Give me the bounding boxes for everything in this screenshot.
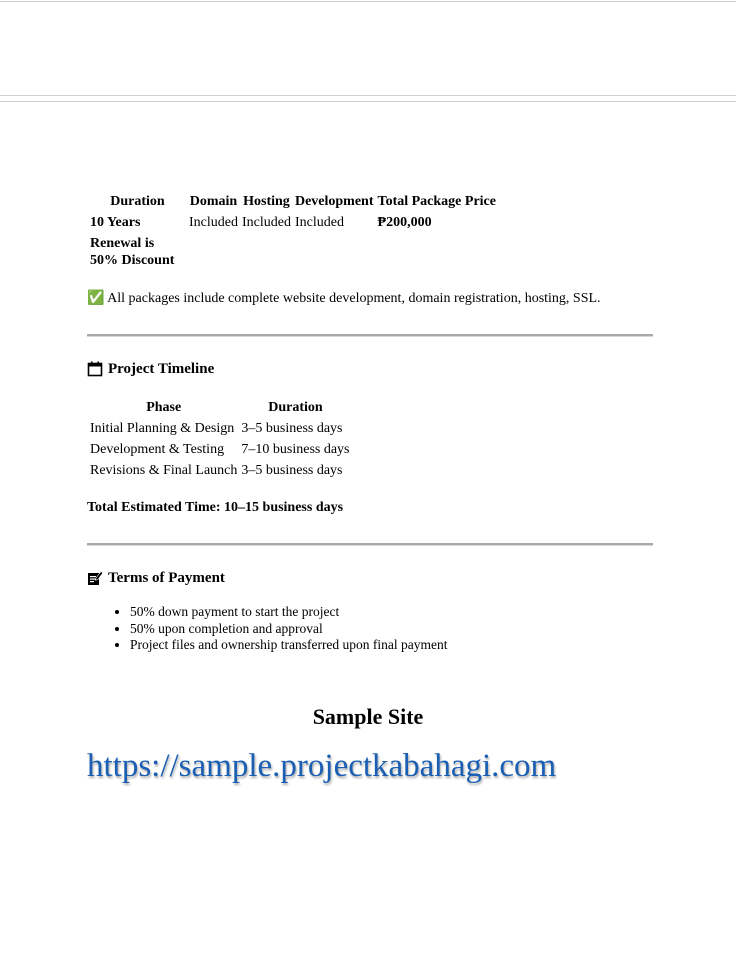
timeline-table xyxy=(87,396,353,482)
table-row xyxy=(89,213,497,232)
domain-cell: Included xyxy=(189,215,238,230)
table-header: Domain xyxy=(189,194,238,209)
timeline-title: Project Timeline xyxy=(108,361,215,377)
price-cell: ₱200,000 xyxy=(377,215,432,230)
pricing-table xyxy=(87,190,499,272)
list-item: • 50% down payment to start the project xyxy=(130,604,657,621)
phase-cell: Development & Testing xyxy=(90,442,225,457)
phase-cell: Revisions & Final Launch xyxy=(90,463,238,478)
table-header: Duration xyxy=(110,194,165,209)
package-note: ✅ All packages include complete website development, domain registration, hosting, SSL. xyxy=(87,291,601,306)
hosting-cell: Included xyxy=(241,215,291,230)
payment-title: Terms of Payment xyxy=(108,570,225,586)
phase-cell: Initial Planning & Design xyxy=(90,421,235,436)
payment-terms-list xyxy=(87,604,657,654)
renewal-cell: Renewal is 50% Discount xyxy=(90,236,175,268)
duration-cell: 3–5 business days xyxy=(241,421,343,436)
table-header: Hosting xyxy=(243,194,290,209)
list-item: • Project files and ownership transferred upon final payment xyxy=(130,637,657,654)
table-header: Total Package Price xyxy=(377,194,496,209)
document-body xyxy=(87,190,657,654)
table-header-row xyxy=(89,398,351,417)
duration-cell: 10 Years xyxy=(90,215,141,230)
duration-cell: 7–10 business days xyxy=(241,442,350,457)
table-row xyxy=(89,461,351,480)
table-header: Duration xyxy=(268,400,323,415)
table-header: Phase xyxy=(146,400,182,415)
divider xyxy=(87,543,653,546)
sample-site-title: Sample Site xyxy=(312,704,424,729)
list-item: • 50% upon completion and approval xyxy=(130,621,657,638)
table-header-row xyxy=(89,192,497,211)
divider xyxy=(87,334,653,337)
table-row xyxy=(89,440,351,459)
table-header: Development xyxy=(294,194,374,209)
page-break xyxy=(0,95,736,102)
development-cell: Included xyxy=(294,215,344,230)
payment-heading xyxy=(87,569,657,587)
memo-pencil-icon xyxy=(87,570,103,586)
calendar-icon xyxy=(87,361,103,377)
total-time: Total Estimated Time: 10–15 business days xyxy=(87,500,344,515)
sample-site-link[interactable]: https://sample.projectkabahagi.com xyxy=(87,748,557,784)
timeline-heading xyxy=(87,360,657,378)
duration-cell: 3–5 business days xyxy=(241,463,343,478)
table-row xyxy=(89,419,351,438)
top-border xyxy=(0,1,736,2)
table-row xyxy=(89,234,497,270)
